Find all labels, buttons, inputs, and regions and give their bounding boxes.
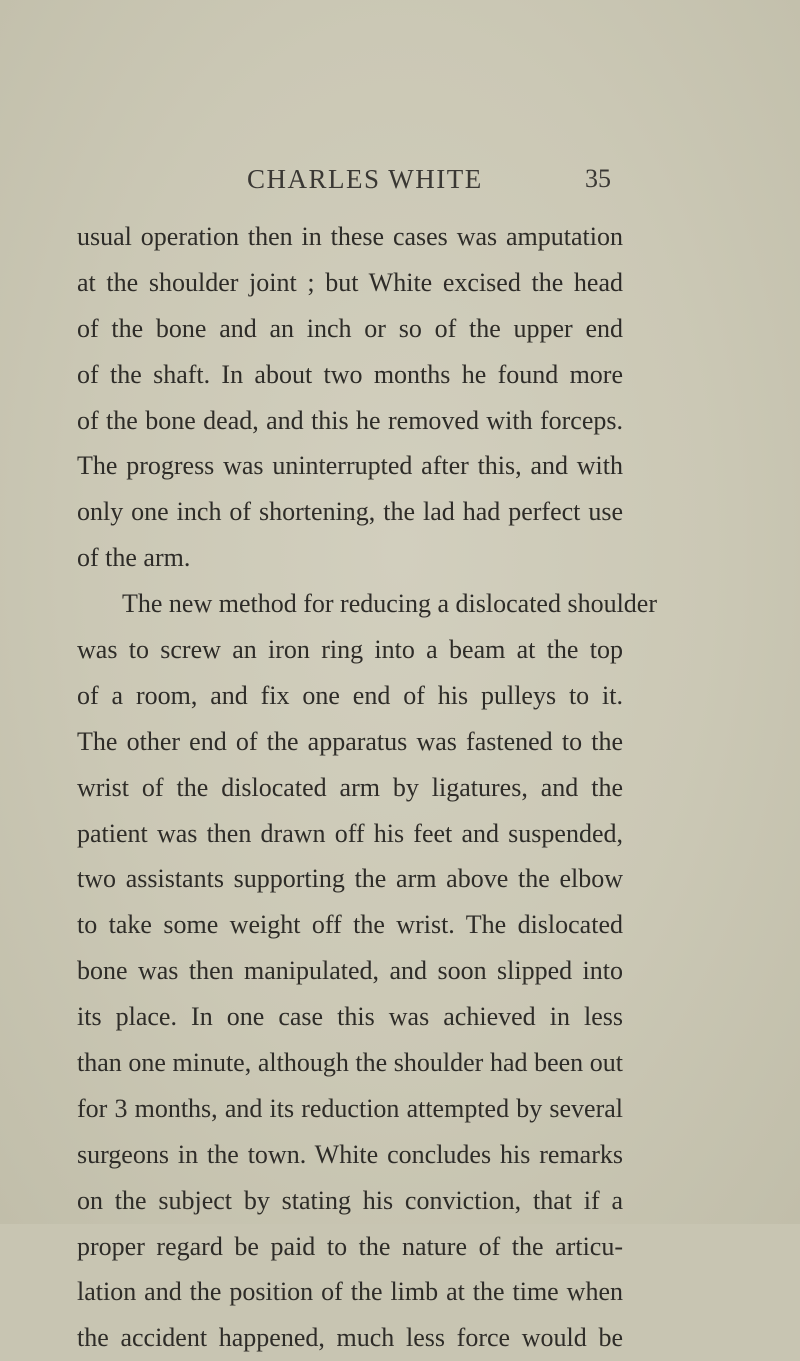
text-line: of a room, and fix one end of his pulleys to it. bbox=[77, 680, 623, 710]
text-line: of the bone and an inch or so of the upper end bbox=[77, 313, 623, 343]
text-line: surgeons in the town. White concludes his remarks bbox=[77, 1139, 623, 1169]
text-line: of the shaft. In about two months he found more bbox=[77, 359, 623, 389]
text-line: to take some weight off the wrist. The dislocated bbox=[77, 910, 623, 940]
text-line: wrist of the dislocated arm by ligatures, and the bbox=[77, 772, 623, 802]
text-line: The new method for reducing a dislocated shoulder bbox=[122, 589, 657, 619]
text-line: The other end of the apparatus was fastened to the bbox=[77, 726, 623, 756]
text-line: lation and the position of the limb at the time when bbox=[77, 1277, 623, 1307]
text-line: of the arm. bbox=[77, 543, 191, 573]
text-line: patient was then drawn off his feet and suspended, bbox=[77, 818, 623, 848]
text-line: than one minute, although the shoulder had been out bbox=[77, 1048, 623, 1078]
text-line: bone was then manipulated, and soon slipped into bbox=[77, 956, 623, 986]
paragraph-1 bbox=[77, 214, 623, 581]
text-line: at the shoulder joint ; but White excised the head bbox=[77, 267, 623, 297]
text-line: only one inch of shortening, the lad had perfect use bbox=[77, 497, 623, 527]
text-line: was to screw an iron ring into a beam at the top bbox=[77, 635, 623, 665]
text-line: proper regard be paid to the nature of the articu- bbox=[77, 1231, 623, 1261]
page-number: 35 bbox=[585, 164, 611, 193]
text-line: two assistants supporting the arm above the elbow bbox=[77, 864, 623, 894]
text-line: the accident happened, much less force would be bbox=[77, 1323, 623, 1353]
text-line: for 3 months, and its reduction attempted by several bbox=[77, 1093, 623, 1123]
paragraph-2 bbox=[77, 581, 657, 1361]
text-line: of the bone dead, and this he removed with forceps. bbox=[77, 405, 623, 435]
running-title: CHARLES WHITE bbox=[247, 164, 483, 194]
text-line: on the subject by stating his conviction, that if a bbox=[77, 1185, 623, 1215]
text-line: The progress was uninterrupted after this, and with bbox=[77, 451, 623, 481]
text-line: its place. In one case this was achieved in less bbox=[77, 1002, 623, 1032]
body-text bbox=[77, 214, 657, 1361]
text-line: usual operation then in these cases was amputation bbox=[77, 222, 623, 251]
running-head bbox=[77, 164, 623, 204]
